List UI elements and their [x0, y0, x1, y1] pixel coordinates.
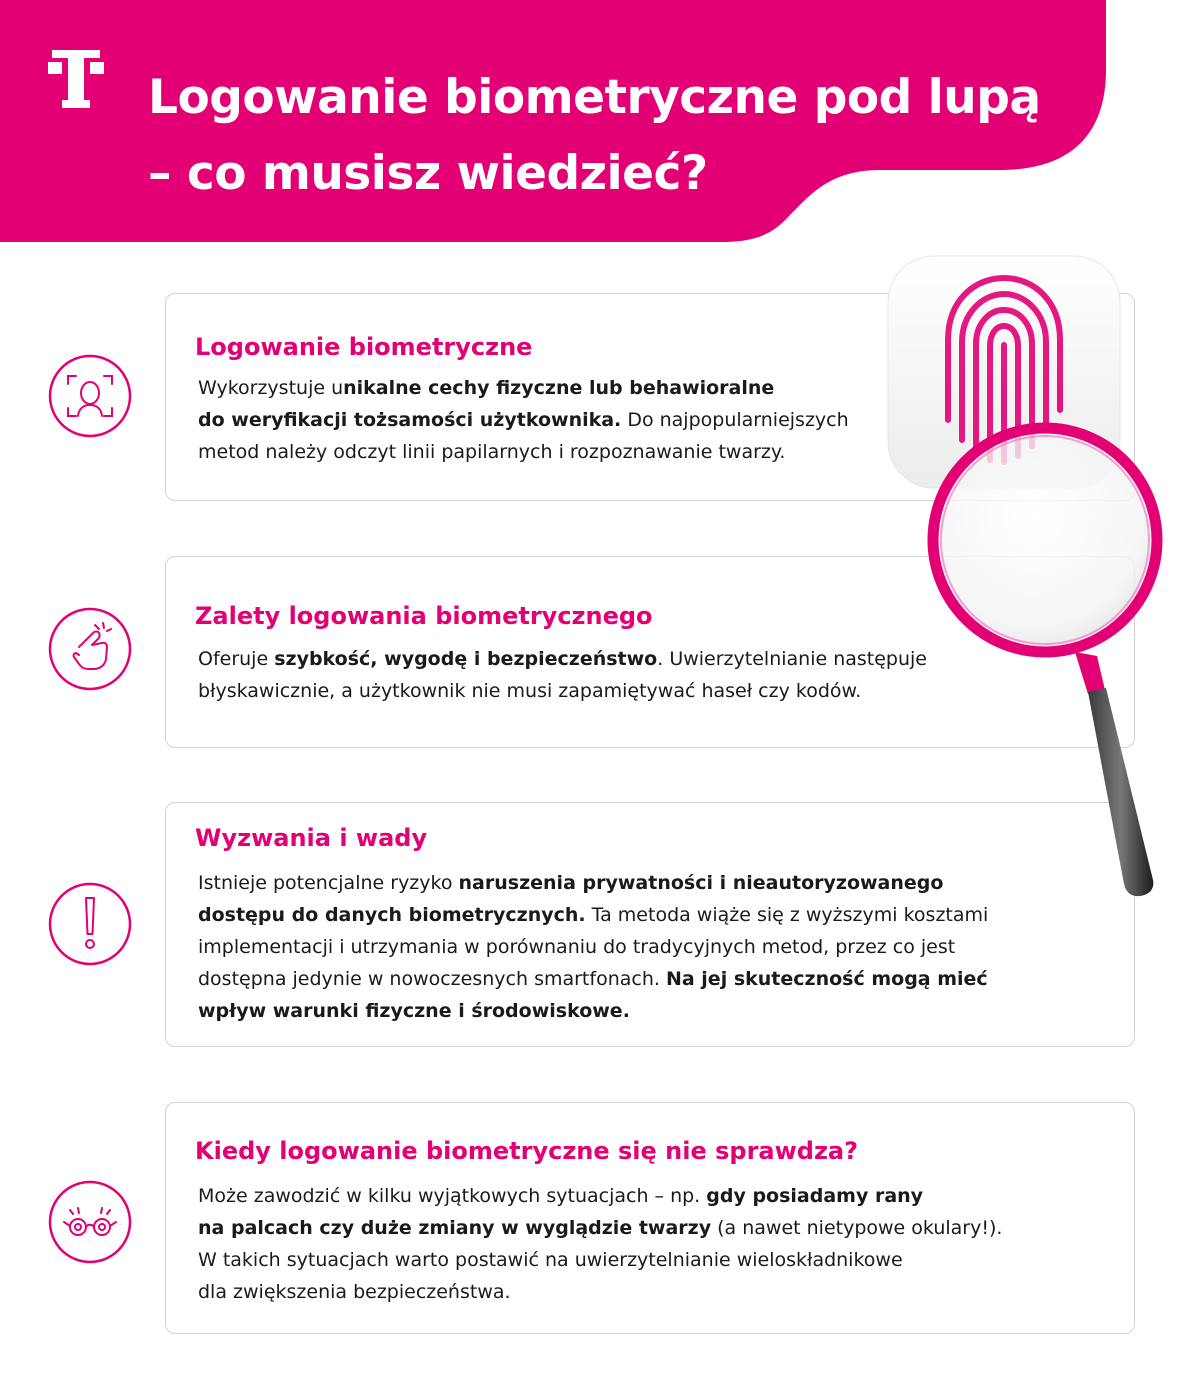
card-body	[198, 643, 927, 707]
glasses-icon	[48, 1180, 132, 1264]
body-text: W takich sytuacjach warto postawić na uwierzytelnianie wieloskładnikowe	[198, 1249, 903, 1271]
body-line	[198, 436, 849, 468]
body-line	[198, 675, 927, 707]
body-text-bold: gdy posiadamy rany	[706, 1185, 924, 1207]
body-text: Ta metoda wiąże się z wyższymi kosztami	[585, 904, 989, 926]
body-line	[198, 404, 849, 436]
body-line	[198, 372, 849, 404]
body-text-bold: nikalne cechy fizyczne lub behawioralne	[343, 377, 775, 399]
body-text: Istnieje potencjalne ryzyko	[198, 872, 459, 894]
body-text: implementacji i utrzymania w porównaniu do tradycyjnych metod, przez co jest	[198, 936, 956, 958]
body-text: metod należy odczyt linii papilarnych i rozpoznawanie twarzy.	[198, 441, 786, 463]
body-line	[198, 1276, 1002, 1308]
body-text: (a nawet nietypowe okulary!).	[711, 1217, 1003, 1239]
card-body	[198, 867, 988, 1027]
header-banner	[0, 0, 1200, 245]
card-body	[198, 1180, 1002, 1308]
body-line	[198, 867, 988, 899]
telekom-t-logo	[48, 50, 104, 110]
card-limitations	[165, 1102, 1135, 1334]
body-line	[198, 1212, 1002, 1244]
body-text-bold: naruszenia prywatności i nieautoryzowanego	[458, 872, 944, 894]
body-line	[198, 643, 927, 675]
body-text: Do najpopularniejszych	[621, 409, 849, 431]
body-text: Może zawodzić w kilku wyjątkowych sytuacjach – np.	[198, 1185, 707, 1207]
card-challenges	[165, 802, 1135, 1047]
body-text: dla zwiększenia bezpieczeństwa.	[198, 1281, 511, 1303]
body-line	[198, 931, 988, 963]
hand-tap-icon	[48, 607, 132, 691]
card-biometric-login	[165, 293, 1135, 501]
card-title: Zalety logowania biometrycznego	[195, 602, 653, 630]
body-line	[198, 1244, 1002, 1276]
page-title	[148, 60, 1041, 212]
title-line-2: – co musisz wiedzieć?	[148, 146, 708, 201]
body-text: Oferuje	[198, 648, 275, 670]
body-line	[198, 963, 988, 995]
body-text: błyskawicznie, a użytkownik nie musi zapamiętywać haseł czy kodów.	[198, 680, 862, 702]
body-text: . Uwierzytelnianie następuje	[657, 648, 927, 670]
face-scan-icon	[48, 354, 132, 438]
card-title: Kiedy logowanie biometryczne się nie sprawdza?	[195, 1137, 859, 1165]
body-text-bold: wpływ warunki fizyczne i środowiskowe.	[198, 1000, 630, 1022]
card-title: Logowanie biometryczne	[195, 333, 533, 361]
body-text: Wykorzystuje u	[198, 377, 344, 399]
card-body	[198, 372, 849, 468]
body-text-bold: do weryfikacji tożsamości użytkownika.	[198, 409, 622, 431]
card-title: Wyzwania i wady	[195, 824, 428, 852]
body-text-bold: dostępu do danych biometrycznych.	[198, 904, 586, 926]
body-line	[198, 899, 988, 931]
body-line	[198, 995, 988, 1027]
body-text-bold: Na jej skuteczność mogą mieć	[665, 968, 988, 990]
body-text: dostępna jedynie w nowoczesnych smartfonach.	[198, 968, 666, 990]
body-line	[198, 1180, 1002, 1212]
exclamation-icon	[48, 882, 132, 966]
title-line-1: Logowanie biometryczne pod lupą	[148, 70, 1041, 125]
card-advantages	[165, 556, 1135, 748]
body-text-bold: na palcach czy duże zmiany w wyglądzie twarzy	[198, 1217, 712, 1239]
body-text-bold: szybkość, wygodę i bezpieczeństwo	[274, 648, 658, 670]
